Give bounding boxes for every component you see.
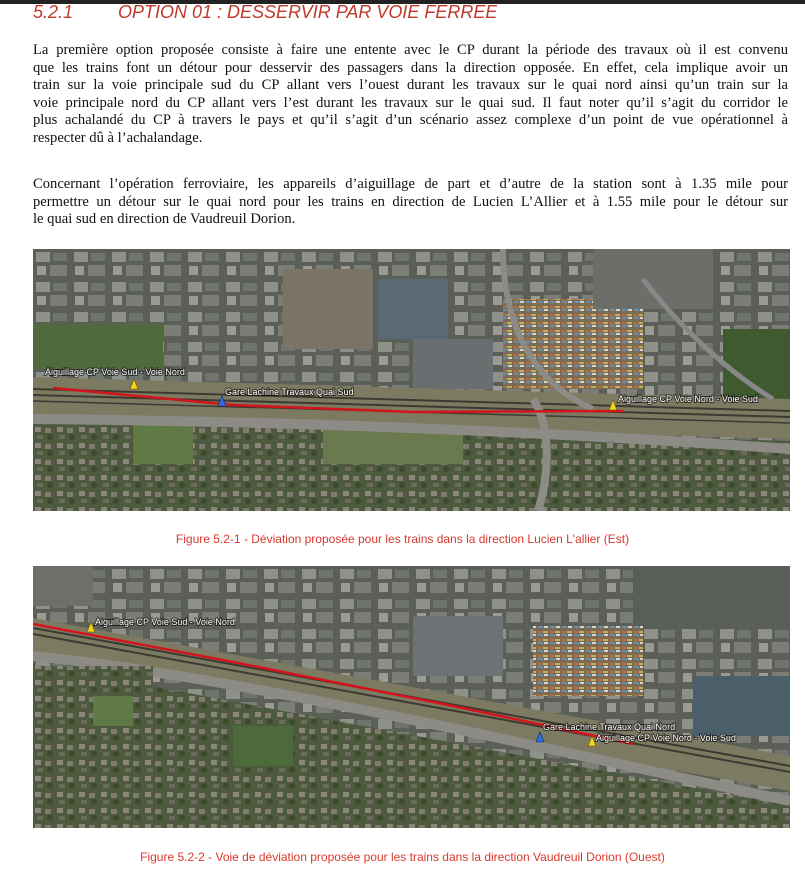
aerial-map-west: [33, 566, 790, 828]
paragraph-line: respecter dû à l’achalandage.: [33, 129, 203, 146]
map-label-west-switch: Aiguillage CP Voie Sud - Voie Nord: [95, 617, 235, 627]
section-title: OPTION 01 : DESSERVIR PAR VOIE FERREE: [118, 2, 498, 22]
map-label-station: Gare Lachine Travaux Quai Nord: [543, 722, 676, 732]
paragraph-option-description: [33, 42, 788, 148]
paragraph-line: que les trains font un détour pour desservir des passagers dans la direction opposée. En effet, cela implique avoir un: [33, 59, 788, 76]
map-label-east-switch: Aiguillage CP Voie Nord - Voie Sud: [618, 394, 758, 404]
paragraph-line: train sur la voie principale sud du CP allant vers l’ouest durant les travaux sur le quai nord ainsi qu’un train sur la: [33, 77, 788, 94]
paragraph-line: permettre un détour sur le quai nord pour les trains en direction de Lucien L’Allier et à 1.55 mile pour le détour sur: [33, 193, 788, 210]
paragraph-line: plus achalandé du CP à travers le pays et qu’il s’agit d’un scénario assez complexe d’un point de vue opérationnel à: [33, 112, 788, 129]
aerial-map-east: [33, 249, 790, 511]
map-label-east-switch: Aiguillage CP Voie Nord - Voie Sud: [596, 733, 736, 743]
figure-caption-2: Figure 5.2-2 - Voie de déviation proposée pour les trains dans la direction Vaudreuil Dorion (Ouest): [140, 850, 665, 864]
section-heading: [33, 2, 497, 24]
paragraph-rail-operation: [33, 176, 788, 229]
satellite-map-figure-2: [33, 566, 790, 828]
figure-caption-1: Figure 5.2-1 - Déviation proposée pour les trains dans la direction Lucien L'allier (Est): [175, 532, 630, 546]
map-label-west-switch: Aiguillage CP Voie Sud - Voie Nord: [45, 367, 185, 377]
paragraph-line: La première option proposée consiste à faire une entente avec le CP durant la période des travaux où il est convenu: [33, 42, 788, 58]
map-label-station: Gare Lachine Travaux Quai Sud: [225, 387, 354, 397]
section-number: 5.2.1: [33, 2, 74, 22]
paragraph-line: voie principale nord du CP allant vers l’est durant les travaux sur le quai sud. Il faut noter qu’il s’agit du corridor le: [33, 94, 788, 111]
paragraph-line: le quai sud en direction de Vaudreuil Dorion.: [33, 211, 296, 228]
satellite-map-figure-1: [33, 249, 790, 511]
paragraph-line: Concernant l’opération ferroviaire, les appareils d’aiguillage de part et d’autre de la station sont à 1.35 mile pour: [33, 176, 788, 192]
